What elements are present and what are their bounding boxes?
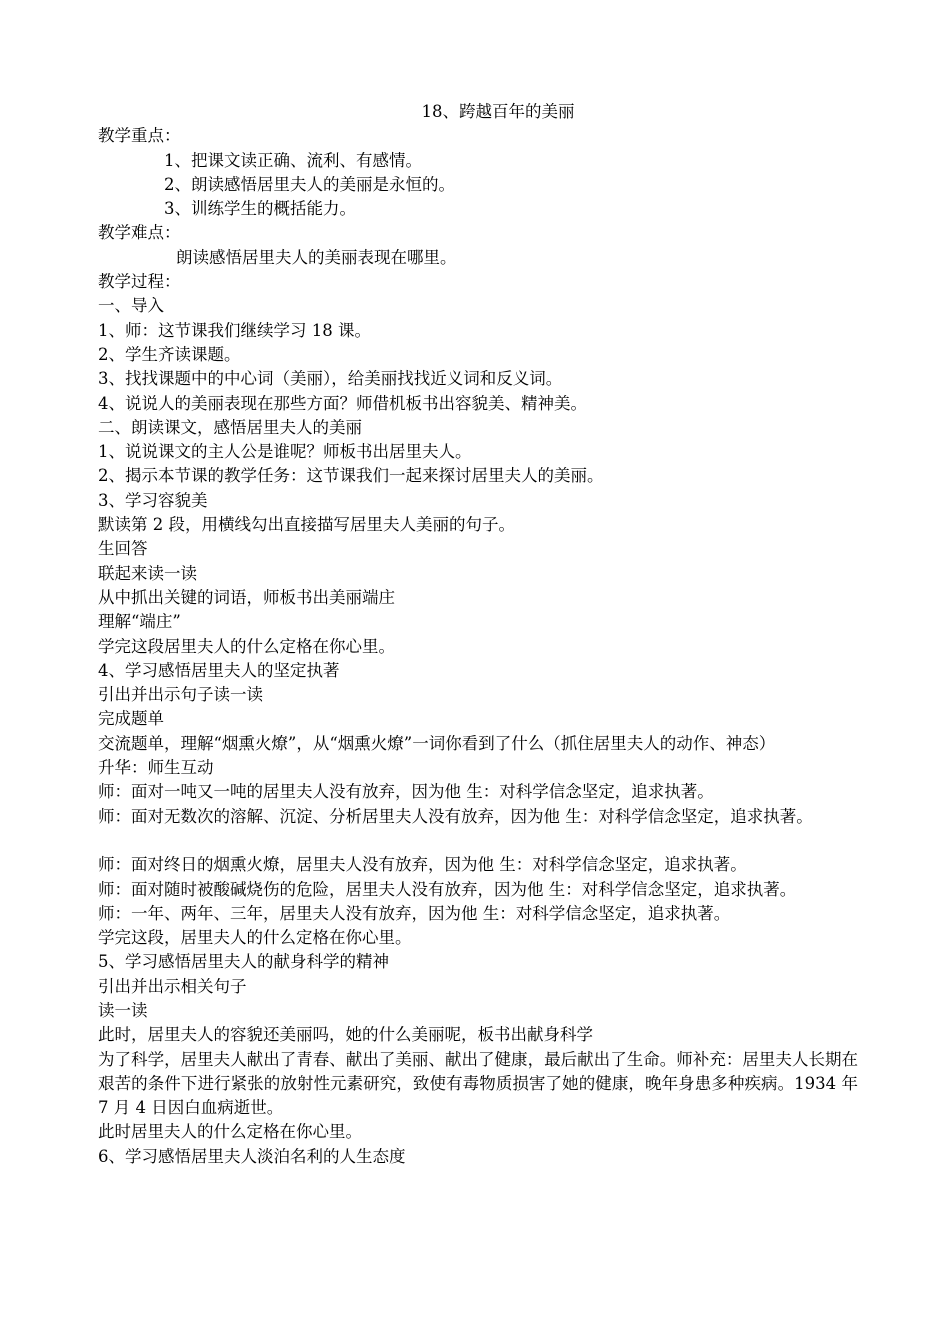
text-line: 师：面对终日的烟熏火燎，居里夫人没有放弃，因为他 生：对科学信念坚定，追求执著。 (98, 855, 747, 875)
text-line: 读一读 (98, 1000, 148, 1020)
text-line: 师：一年、两年、三年，居里夫人没有放弃，因为他 生：对科学信念坚定，追求执著。 (98, 903, 731, 923)
text-line: 2、揭示本节课的教学任务：这节课我们一起来探讨居里夫人的美丽。 (98, 466, 604, 486)
difficulty-text: 朗读感悟居里夫人的美丽表现在哪里。 (176, 247, 457, 267)
page-title: 18、跨越百年的美丽 (421, 102, 575, 121)
process-lines-a (98, 294, 858, 731)
text-line: 2、学生齐读课题。 (98, 344, 241, 364)
document-page (98, 100, 858, 1169)
process-lines-c (98, 1120, 858, 1169)
text-line: 从中抓出关键的词语，师板书出美丽端庄 (98, 587, 395, 607)
text-line: 理解“端庄” (98, 612, 181, 632)
difficulty-heading: 教学难点： (98, 223, 181, 243)
text-line: 师：面对随时被酸碱烧伤的危险，居里夫人没有放弃，因为他 生：对科学信念坚定，追求执著。 (98, 879, 797, 899)
paragraph-science: 为了科学，居里夫人献出了青春、献出了美丽、献出了健康，最后献出了生命。师补充：居里夫人长期在艰苦的条件下进行紧张的放射性元素研究，致使有毒物质损害了她的健康，晚年身患多种疾病。1934 年 7 月 4 日因白血病逝世。 (98, 1049, 858, 1118)
text-line: 此时居里夫人的什么定格在你心里。 (98, 1122, 362, 1142)
process-lines-b (98, 853, 858, 1047)
blank-line (98, 829, 858, 853)
text-line: 4、说说人的美丽表现在那些方面？师借机板书出容貌美、精神美。 (98, 393, 587, 413)
text-line: 升华：师生互动 (98, 758, 214, 778)
text-line: 师：面对一吨又一吨的居里夫人没有放弃，因为他 生：对科学信念坚定，追求执著。 (98, 782, 714, 802)
text-line: 3、找找课题中的中心词（美丽），给美丽找找近义词和反义词。 (98, 369, 563, 389)
text-line: 3、学习容貌美 (98, 490, 208, 510)
text-line: 此时，居里夫人的容貌还美丽吗，她的什么美丽呢，板书出献身科学 (98, 1025, 593, 1045)
text-line: 引出并出示句子读一读 (98, 685, 263, 705)
text-line: 学完这段居里夫人的什么定格在你心里。 (98, 636, 395, 656)
text-line: 学完这段，居里夫人的什么定格在你心里。 (98, 928, 412, 948)
text-line: 4、学习感悟居里夫人的坚定执著 (98, 660, 340, 680)
text-line: 1、师：这节课我们继续学习 18 课。 (98, 320, 371, 340)
key-point-item: 1、把课文读正确、流利、有感情。 (164, 150, 422, 170)
text-line: 二、朗读课文，感悟居里夫人的美丽 (98, 417, 362, 437)
text-line: 联起来读一读 (98, 563, 197, 583)
key-points-heading: 教学重点： (98, 126, 181, 146)
text-line: 完成题单 (98, 709, 164, 729)
text-line: 1、说说课文的主人公是谁呢？师板书出居里夫人。 (98, 442, 472, 462)
text-line: 5、学习感悟居里夫人的献身科学的精神 (98, 952, 389, 972)
key-point-item: 3、训练学生的概括能力。 (164, 199, 356, 219)
text-line: 引出并出示相关句子 (98, 976, 247, 996)
text-line: 一、导入 (98, 296, 164, 316)
paragraph-exchange: 交流题单，理解“烟熏火燎”，从“烟熏火燎”一词你看到了什么（抓住居里夫人的动作、神态） (98, 733, 776, 753)
text-line: 生回答 (98, 539, 148, 559)
paragraph-teacher-2: 师：面对无数次的溶解、沉淀、分析居里夫人没有放弃，因为他 生：对科学信念坚定，追求执著。 (98, 806, 813, 826)
key-point-item: 2、朗读感悟居里夫人的美丽是永恒的。 (164, 174, 455, 194)
text-line: 默读第 2 段，用横线勾出直接描写居里夫人美丽的句子。 (98, 515, 515, 535)
process-heading: 教学过程： (98, 272, 181, 292)
text-line: 6、学习感悟居里夫人淡泊名利的人生态度 (98, 1146, 406, 1166)
